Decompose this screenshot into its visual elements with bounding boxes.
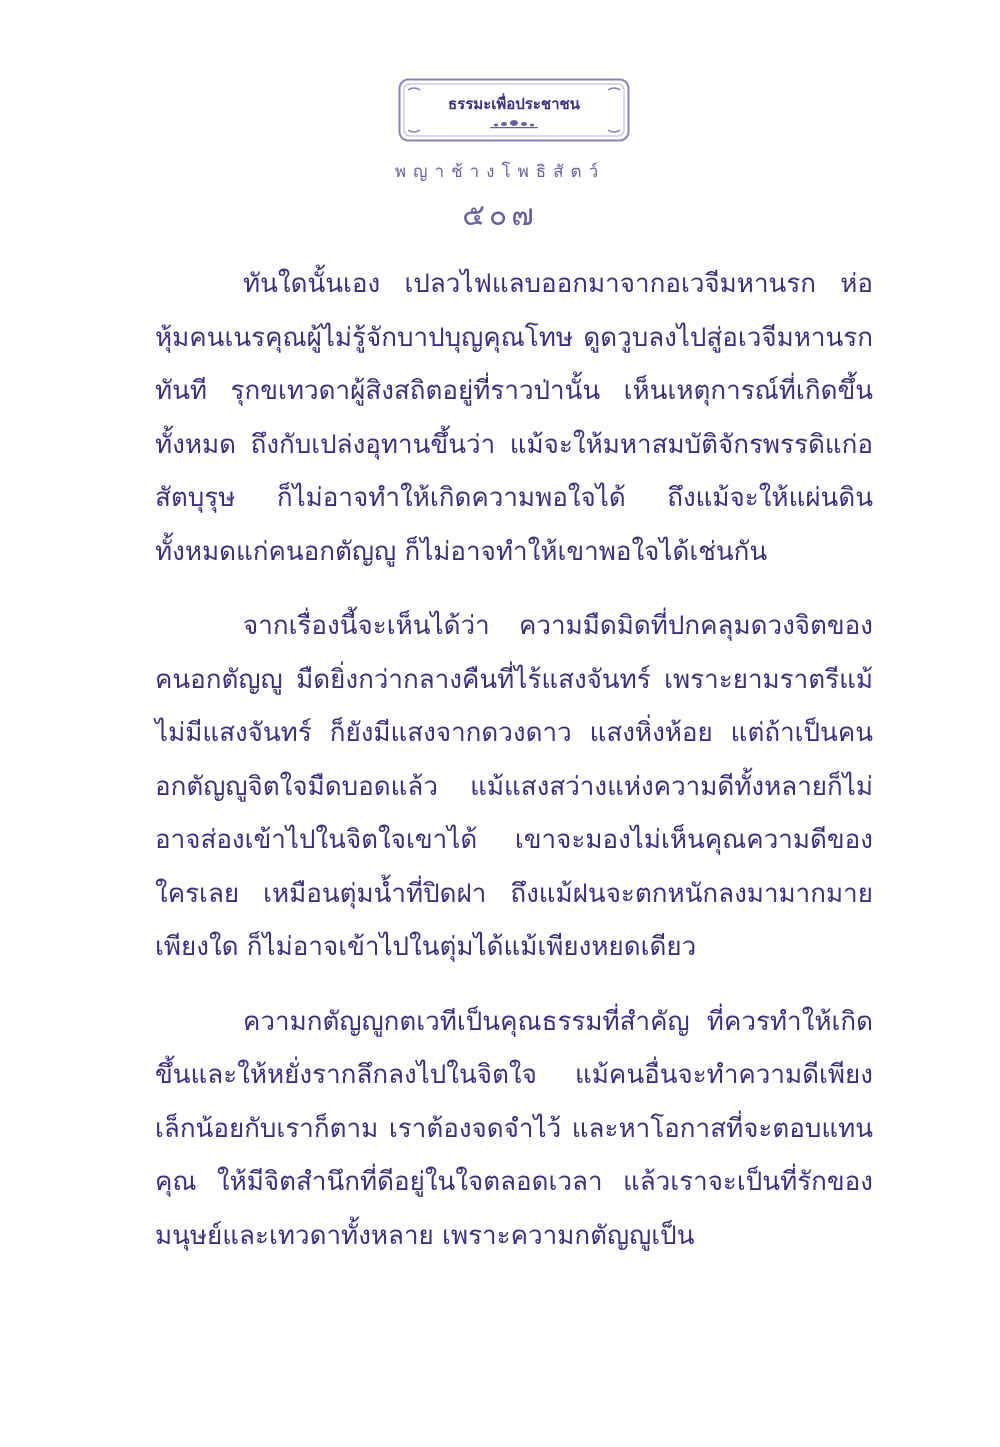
paragraph: จากเรื่องนี้จะเห็นได้ว่า ความมืดมิดที่ปกคลุมดวงจิตของคนอกตัญญู มืดยิ่งกว่ากลางคืนที่ไร้แสงจันทร์ เพราะยามราตรีแม้ไม่มีแสงจันทร์ ก็ยังมีแสงจากดวงดาว แสงหิ่งห้อย แต่ถ้าเป็นคนอกตัญญูจิตใจมืดบอดแล้ว แม้แสงสว่างแห่งความดีทั้งหลายก็ไม่อาจส่องเข้าไปในจิตใจเขาได้ เขาจะมองไม่เห็นคุณความดีของใครเลย เหมือนตุ่มน้ำที่ปิดฝา ถึงแม้ฝนจะตกหนักลงมามากมายเพียงใด ก็ไม่อาจเข้าไปในตุ่มได้แม้เพียงหยดเดียว [155,611,873,962]
logo-title: ธรรมะเพื่อประชาชน [448,95,580,113]
chapter-subtitle: พญาช้างโพธิสัตว์ [394,162,606,182]
paragraph: ความกตัญญูกตเวทีเป็นคุณธรรมที่สำคัญ ที่ควรทำให้เกิดขึ้นและให้หยั่งรากลึกลงไปในจิตใจ แม้คนอื่นจะทำความดีเพียงเล็กน้อยกับเราก็ตาม เราต้องจดจำไว้ และหาโอกาสที่จะตอบแทนคุณ ให้มีจิตสำนึกที่ดีอยู่ในใจตลอดเวลา แล้วเราจะเป็นที่รักของมนุษย์และเทวดาทั้งหลาย เพราะความกตัญญูเป็น [155,1006,873,1251]
dhamma-logo [398,78,630,142]
paragraph: ทันใดนั้นเอง เปลวไฟแลบออกมาจากอเวจีมหานรก ห่อหุ้มคนเนรคุณผู้ไม่รู้จักบาปบุญคุณโทษ ดูดวูบลงไปสู่อเวจีมหานรกทันที รุกขเทวดาผู้สิงสถิตอยู่ที่ราวป่านั้น เห็นเหตุการณ์ที่เกิดขึ้นทั้งหมด ถึงกับเปล่งอุทานขึ้นว่า แม้จะให้มหาสมบัติจักรพรรดิแก่อสัตบุรุษ ก็ไม่อาจทำให้เกิดความพอใจได้ ถึงแม้จะให้แผ่นดินทั้งหมดแก่คนอกตัญญู ก็ไม่อาจทำให้เขาพอใจได้เช่นกัน [155,269,873,567]
page-number: ๕๐๗ [462,198,538,233]
body-text [155,258,873,1284]
